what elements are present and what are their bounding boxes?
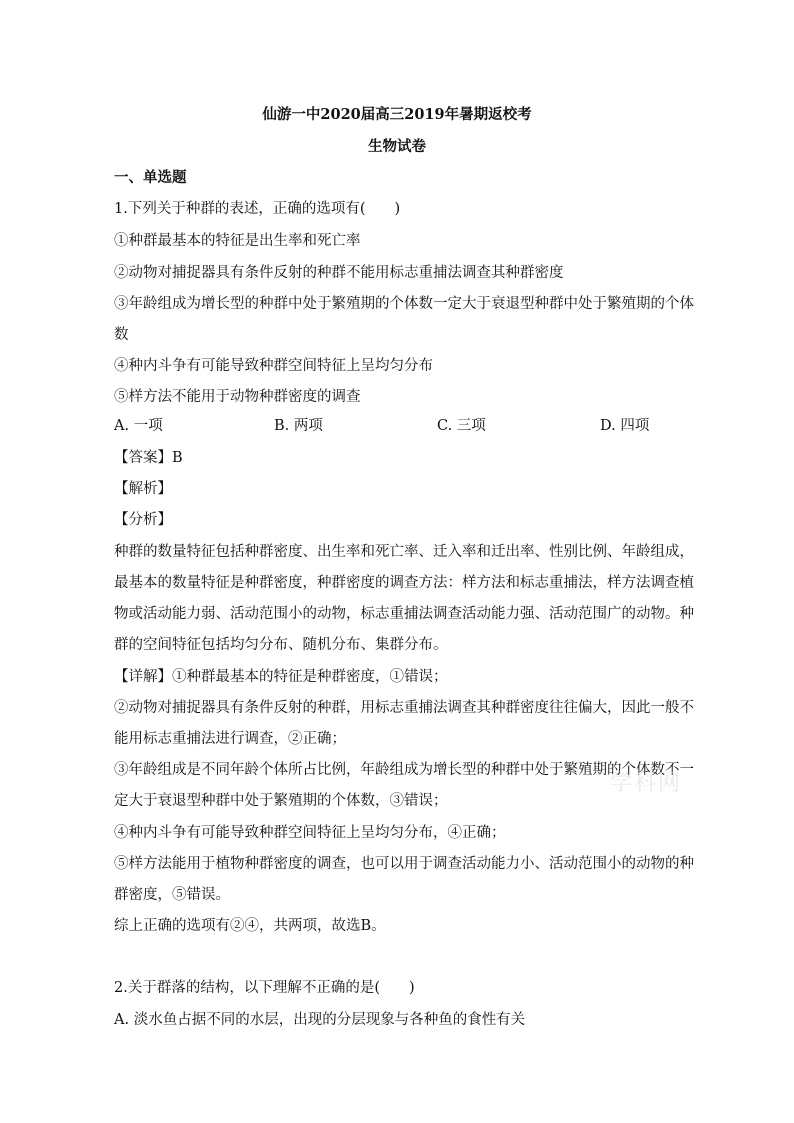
question-1-stem: 1.下列关于种群的表述，正确的选项有( ) [114,201,401,217]
fenxi-line: 种群的数量特征包括种群密度、出生率和死亡率、迁入率和迁出率、性别比例、年龄组成， [114,544,694,560]
detail-line: ⑤样方法能用于植物种群密度的调查，也可以用于调查活动能力小、活动范围小的动物的种 [114,856,694,872]
watermark-logo: 学科网 [610,771,683,796]
question-2-stem: 2.关于群落的结构，以下理解不正确的是( ) [114,980,415,996]
question-1-item: ③年龄组成为增长型的种群中处于繁殖期的个体数一定大于衰退型种群中处于繁殖期的个体 [114,296,694,312]
question-1-item: ④种内斗争有可能导致种群空间特征上呈均匀分布 [114,358,433,374]
question-1-item: ②动物对捕捉器具有条件反射的种群不能用标志重捕法调查其种群密度 [114,265,564,281]
exam-subtitle: 生物试卷 [368,138,426,155]
question-1-item: ①种群最基本的特征是出生率和死亡率 [114,233,361,249]
question-1-item: 数 [114,327,129,343]
exam-title: 仙游一中2020届高三2019年暑期返校考 [262,106,532,123]
section-heading: 一、单选题 [114,169,187,186]
detail-line: ④种内斗争有可能导致种群空间特征上呈均匀分布，④正确； [114,825,506,841]
detail-line: 综上正确的选项有②④，共两项，故选B。 [114,918,386,934]
analysis-heading: 【解析】 [114,481,172,497]
option-a: A. 一项 [114,418,163,434]
answer-line: 【答案】B [114,450,183,466]
detail-line: 群密度，⑤错误。 [114,887,230,903]
option-d: D. 四项 [600,418,650,434]
option-b: B. 两项 [274,418,323,434]
option-c: C. 三项 [437,418,486,434]
fenxi-line: 最基本的数量特征是种群密度，种群密度的调查方法：样方法和标志重捕法，样方法调查植 [114,575,694,591]
question-2-option-a: A. 淡水鱼占据不同的水层，出现的分层现象与各种鱼的食性有关 [114,1012,526,1028]
fenxi-line: 群的空间特征包括均匀分布、随机分布、集群分布。 [114,637,448,653]
detail-line: 【详解】①种群最基本的特征是种群密度，①错误； [114,669,448,685]
detail-line: ③年龄组成是不同年龄个体所占比例，年龄组成为增长型的种群中处于繁殖期的个体数不一 [114,762,694,778]
fenxi-line: 物或活动能力弱、活动范围小的动物，标志重捕法调查活动能力强、活动范围广的动物。种 [114,606,694,622]
detail-line: ②动物对捕捉器具有条件反射的种群，用标志重捕法调查其种群密度往往偏大，因此一般不 [114,700,694,716]
detail-line: 能用标志重捕法进行调查，②正确； [114,731,346,747]
question-1-options [114,414,674,436]
question-1-item: ⑤样方法不能用于动物种群密度的调查 [114,389,361,405]
fenxi-heading: 【分析】 [114,512,172,528]
detail-line: 定大于衰退型种群中处于繁殖期的个体数，③错误； [114,793,448,809]
